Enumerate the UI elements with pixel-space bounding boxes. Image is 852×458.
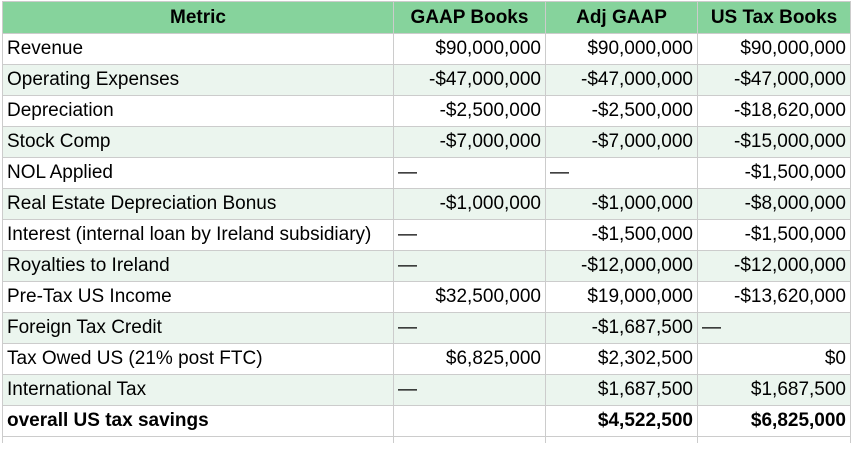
cell-gaap-books[interactable]: -$7,000,000 xyxy=(394,127,546,158)
cell-metric[interactable]: Royalties to Ireland xyxy=(3,251,394,282)
empty-cell[interactable] xyxy=(546,437,698,443)
cell-metric[interactable]: Interest (internal loan by Ireland subsidiary) xyxy=(3,220,394,251)
cell-gaap-books[interactable]: — xyxy=(394,220,546,251)
empty-cell[interactable] xyxy=(394,437,546,443)
cell-gaap-books[interactable]: -$47,000,000 xyxy=(394,65,546,96)
cell-us-tax-books[interactable]: $6,825,000 xyxy=(698,406,851,437)
cell-metric[interactable]: Real Estate Depreciation Bonus xyxy=(3,189,394,220)
cell-adj-gaap[interactable]: -$2,500,000 xyxy=(546,96,698,127)
cell-gaap-books[interactable]: — xyxy=(394,313,546,344)
cell-metric[interactable]: International Tax xyxy=(3,375,394,406)
table-row xyxy=(3,406,851,437)
cell-us-tax-books[interactable]: -$1,500,000 xyxy=(698,158,851,189)
empty-row xyxy=(3,437,851,443)
table-row xyxy=(3,344,851,375)
cell-metric[interactable]: Stock Comp xyxy=(3,127,394,158)
cell-metric[interactable]: Depreciation xyxy=(3,96,394,127)
table-row xyxy=(3,375,851,406)
table-row xyxy=(3,313,851,344)
table-row xyxy=(3,158,851,189)
cell-adj-gaap[interactable]: -$47,000,000 xyxy=(546,65,698,96)
header-metric[interactable]: Metric xyxy=(3,2,394,34)
empty-cell[interactable] xyxy=(698,437,851,443)
header-adj-gaap[interactable]: Adj GAAP xyxy=(546,2,698,34)
cell-gaap-books[interactable]: $6,825,000 xyxy=(394,344,546,375)
cell-us-tax-books[interactable]: -$15,000,000 xyxy=(698,127,851,158)
empty-cell[interactable] xyxy=(3,437,394,443)
header-gaap-books[interactable]: GAAP Books xyxy=(394,2,546,34)
cell-adj-gaap[interactable]: $19,000,000 xyxy=(546,282,698,313)
cell-us-tax-books[interactable]: -$12,000,000 xyxy=(698,251,851,282)
cell-metric[interactable]: Foreign Tax Credit xyxy=(3,313,394,344)
header-row xyxy=(3,2,851,34)
cell-us-tax-books[interactable]: $90,000,000 xyxy=(698,34,851,65)
cell-us-tax-books[interactable]: -$18,620,000 xyxy=(698,96,851,127)
cell-adj-gaap[interactable]: -$7,000,000 xyxy=(546,127,698,158)
table-body xyxy=(3,34,851,443)
cell-us-tax-books[interactable]: $0 xyxy=(698,344,851,375)
cell-adj-gaap[interactable]: -$1,687,500 xyxy=(546,313,698,344)
cell-us-tax-books[interactable]: -$47,000,000 xyxy=(698,65,851,96)
cell-gaap-books[interactable]: — xyxy=(394,158,546,189)
cell-gaap-books[interactable]: — xyxy=(394,375,546,406)
cell-us-tax-books[interactable]: -$1,500,000 xyxy=(698,220,851,251)
table-row xyxy=(3,251,851,282)
cell-adj-gaap[interactable]: $90,000,000 xyxy=(546,34,698,65)
tax-comparison-table xyxy=(2,1,851,443)
cell-adj-gaap[interactable]: -$1,500,000 xyxy=(546,220,698,251)
cell-adj-gaap[interactable]: $1,687,500 xyxy=(546,375,698,406)
cell-metric[interactable]: Revenue xyxy=(3,34,394,65)
table-row xyxy=(3,220,851,251)
cell-adj-gaap[interactable]: -$1,000,000 xyxy=(546,189,698,220)
cell-metric[interactable]: Tax Owed US (21% post FTC) xyxy=(3,344,394,375)
cell-gaap-books[interactable]: $32,500,000 xyxy=(394,282,546,313)
table-row xyxy=(3,34,851,65)
table-row xyxy=(3,96,851,127)
table-row xyxy=(3,282,851,313)
cell-metric[interactable]: Operating Expenses xyxy=(3,65,394,96)
cell-adj-gaap[interactable]: -$12,000,000 xyxy=(546,251,698,282)
cell-us-tax-books[interactable]: -$13,620,000 xyxy=(698,282,851,313)
cell-adj-gaap[interactable]: $4,522,500 xyxy=(546,406,698,437)
cell-adj-gaap[interactable]: $2,302,500 xyxy=(546,344,698,375)
cell-us-tax-books[interactable]: -$8,000,000 xyxy=(698,189,851,220)
cell-gaap-books[interactable] xyxy=(394,406,546,437)
cell-gaap-books[interactable]: -$1,000,000 xyxy=(394,189,546,220)
cell-us-tax-books[interactable]: $1,687,500 xyxy=(698,375,851,406)
cell-metric[interactable]: Pre-Tax US Income xyxy=(3,282,394,313)
header-us-tax-books[interactable]: US Tax Books xyxy=(698,2,851,34)
table-row xyxy=(3,127,851,158)
cell-metric[interactable]: NOL Applied xyxy=(3,158,394,189)
cell-gaap-books[interactable]: -$2,500,000 xyxy=(394,96,546,127)
cell-us-tax-books[interactable]: — xyxy=(698,313,851,344)
cell-gaap-books[interactable]: $90,000,000 xyxy=(394,34,546,65)
table-row xyxy=(3,189,851,220)
cell-adj-gaap[interactable]: — xyxy=(546,158,698,189)
table-row xyxy=(3,65,851,96)
cell-gaap-books[interactable]: — xyxy=(394,251,546,282)
cell-metric[interactable]: overall US tax savings xyxy=(3,406,394,437)
